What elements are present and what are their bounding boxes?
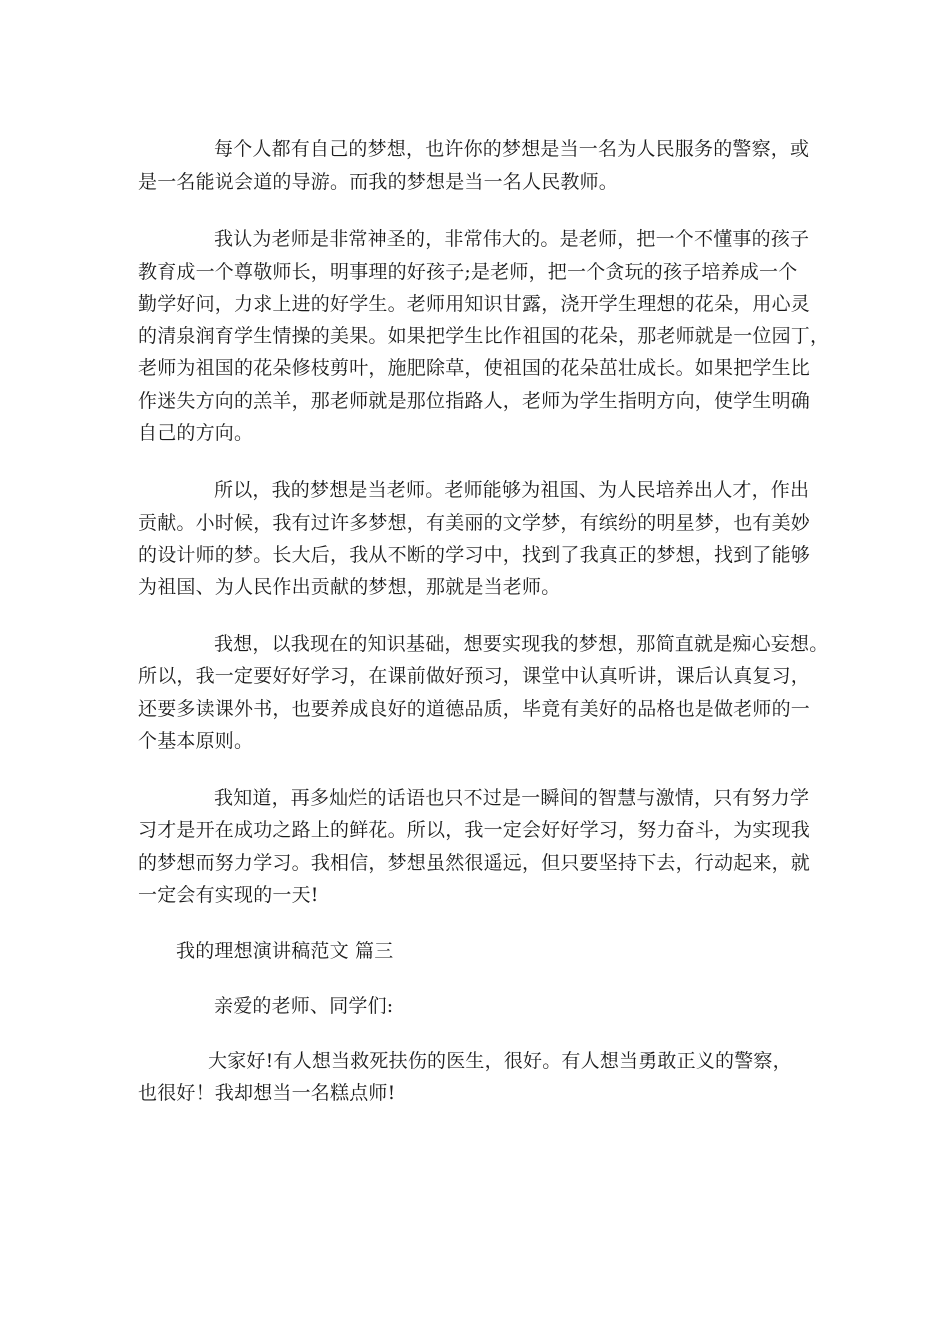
paragraph-1-line-2: 是一名能说会道的导游。而我的梦想是当一名人民教师。: [138, 171, 619, 193]
paragraph-3-line-2: 贡献。小时候，我有过许多梦想，有美丽的文学梦，有缤纷的明星梦，也有美妙: [138, 512, 811, 534]
paragraph-5-line-3: 的梦想而努力学习。我相信，梦想虽然很遥远，但只要坚持下去，行动起来，就: [138, 852, 811, 874]
paragraph-4-line-3: 还要多读课外书，也要养成良好的道德品质，毕竟有美好的品格也是做老师的一: [138, 698, 811, 720]
section-title: 我的理想演讲稿范文 篇三: [176, 940, 394, 962]
paragraph-5-line-4: 一定会有实现的一天!: [138, 884, 319, 906]
paragraph-1-line-1: 每个人都有自己的梦想，也许你的梦想是当一名为人民服务的警察，或: [214, 138, 810, 160]
closing-paragraph-line-2: 也很好！我却想当一名糕点师!: [138, 1082, 396, 1104]
paragraph-4-line-2: 所以，我一定要好好学习，在课前做好预习，课堂中认真听讲，课后认真复习，: [138, 665, 811, 687]
paragraph-2-line-4: 的清泉润育学生情操的美果。如果把学生比作祖国的花朵，那老师就是一位园丁，: [138, 325, 830, 347]
paragraph-3-line-1: 所以，我的梦想是当老师。老师能够为祖国、为人民培养出人才，作出: [214, 479, 810, 501]
paragraph-2-line-6: 作迷失方向的羔羊，那老师就是那位指路人，老师为学生指明方向，使学生明确: [138, 390, 811, 412]
paragraph-2-line-2: 教育成一个尊敬师长，明事理的好孩子;是老师，把一个贪玩的孩子培养成一个: [138, 261, 798, 283]
paragraph-2-line-3: 勤学好问，力求上进的好学生。老师用知识甘露，浇开学生理想的花朵，用心灵: [138, 293, 811, 315]
closing-paragraph-line-1: 大家好!有人想当救死扶伤的医生，很好。有人想当勇敢正义的警察，: [208, 1050, 792, 1072]
paragraph-5-line-1: 我知道，再多灿烂的话语也只不过是一瞬间的智慧与激情，只有努力学: [214, 787, 810, 809]
paragraph-4-line-4: 个基本原则。: [138, 730, 254, 752]
paragraph-5-line-2: 习才是开在成功之路上的鲜花。所以，我一定会好好学习，努力奋斗，为实现我: [138, 819, 811, 841]
paragraph-2-line-1: 我认为老师是非常神圣的，非常伟大的。是老师，把一个不懂事的孩子: [214, 228, 810, 250]
paragraph-2-line-5: 老师为祖国的花朵修枝剪叶，施肥除草，使祖国的花朵茁壮成长。如果把学生比: [138, 357, 811, 379]
greeting: 亲爱的老师、同学们:: [214, 995, 394, 1017]
paragraph-2-line-7: 自己的方向。: [138, 422, 254, 444]
paragraph-4-line-1: 我想，以我现在的知识基础，想要实现我的梦想，那简直就是痴心妄想。: [214, 633, 829, 655]
paragraph-3-line-3: 的设计师的梦。长大后，我从不断的学习中，找到了我真正的梦想，找到了能够: [138, 544, 811, 566]
paragraph-3-line-4: 为祖国、为人民作出贡献的梦想，那就是当老师。: [138, 576, 561, 598]
